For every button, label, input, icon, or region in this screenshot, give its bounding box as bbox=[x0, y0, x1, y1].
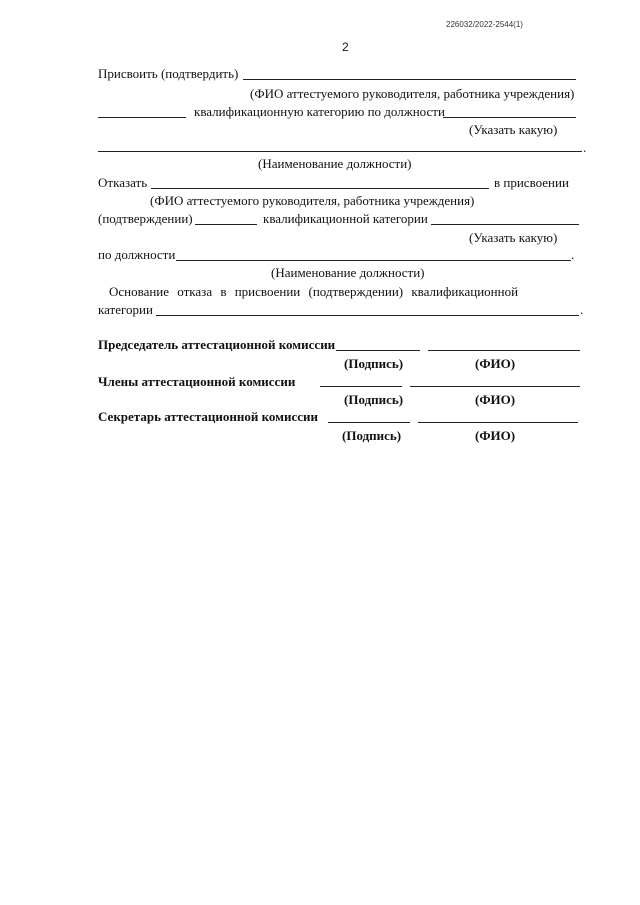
assign-label: Присвоить (подтвердить) bbox=[98, 66, 239, 81]
assign-category-text: квалификационную категорию по должности bbox=[194, 104, 445, 119]
refuse-label: Отказать bbox=[98, 175, 148, 190]
refuse-specify-hint: (Указать какую) bbox=[469, 230, 558, 245]
secretary-fio-hint: (ФИО) bbox=[475, 428, 516, 443]
reason-line[interactable] bbox=[156, 315, 579, 316]
secretary-sign-hint: (Подпись) bbox=[342, 428, 402, 443]
reason-line1: Основание отказа в присвоении (подтверждении) квалификационной bbox=[109, 284, 519, 299]
refuse-fio-hint: (ФИО аттестуемого руководителя, работника учреждения) bbox=[150, 193, 475, 208]
refuse-confirm-text: (подтверждении) bbox=[98, 211, 193, 226]
refuse-position-hint: (Наименование должности) bbox=[271, 265, 425, 280]
members-fio-line[interactable] bbox=[410, 386, 580, 387]
refuse-fio-line[interactable] bbox=[151, 188, 489, 189]
assign-fio-line[interactable] bbox=[243, 79, 576, 80]
refuse-in-text: в присвоении bbox=[494, 175, 569, 190]
chairman-fio-hint: (ФИО) bbox=[475, 356, 516, 371]
refuse-position-label: по должности bbox=[98, 247, 176, 262]
members-signature-line[interactable] bbox=[320, 386, 402, 387]
members-sign-hint: (Подпись) bbox=[344, 392, 404, 407]
refuse-category-blank[interactable] bbox=[195, 224, 257, 225]
refuse-specify-line[interactable] bbox=[431, 224, 579, 225]
document-id: 226032/2022-2544(1) bbox=[446, 20, 523, 29]
assign-position-hint: (Наименование должности) bbox=[258, 156, 412, 171]
secretary-signature-line[interactable] bbox=[328, 422, 410, 423]
reason-line2: категории bbox=[98, 302, 153, 317]
assign-position-line[interactable] bbox=[98, 151, 582, 152]
chairman-fio-line[interactable] bbox=[428, 350, 580, 351]
secretary-fio-line[interactable] bbox=[418, 422, 578, 423]
refuse-category-text: квалификационной категории bbox=[263, 211, 428, 226]
assign-fio-hint: (ФИО аттестуемого руководителя, работника учреждения) bbox=[250, 86, 575, 101]
chairman-sign-hint: (Подпись) bbox=[344, 356, 404, 371]
assign-category-blank[interactable] bbox=[98, 117, 186, 118]
secretary-label: Секретарь аттестационной комиссии bbox=[98, 409, 319, 424]
refuse-period: . bbox=[571, 247, 575, 262]
assign-specify-hint: (Указать какую) bbox=[469, 122, 558, 137]
reason-period: . bbox=[580, 302, 584, 317]
refuse-position-line[interactable] bbox=[176, 260, 571, 261]
members-fio-hint: (ФИО) bbox=[475, 392, 516, 407]
assign-period: . bbox=[583, 140, 587, 155]
chairman-signature-line[interactable] bbox=[336, 350, 420, 351]
members-label: Члены аттестационной комиссии bbox=[98, 374, 296, 389]
chairman-label: Председатель аттестационной комиссии bbox=[98, 337, 336, 352]
page-number: 2 bbox=[342, 40, 349, 54]
assign-position-blank[interactable] bbox=[443, 117, 576, 118]
